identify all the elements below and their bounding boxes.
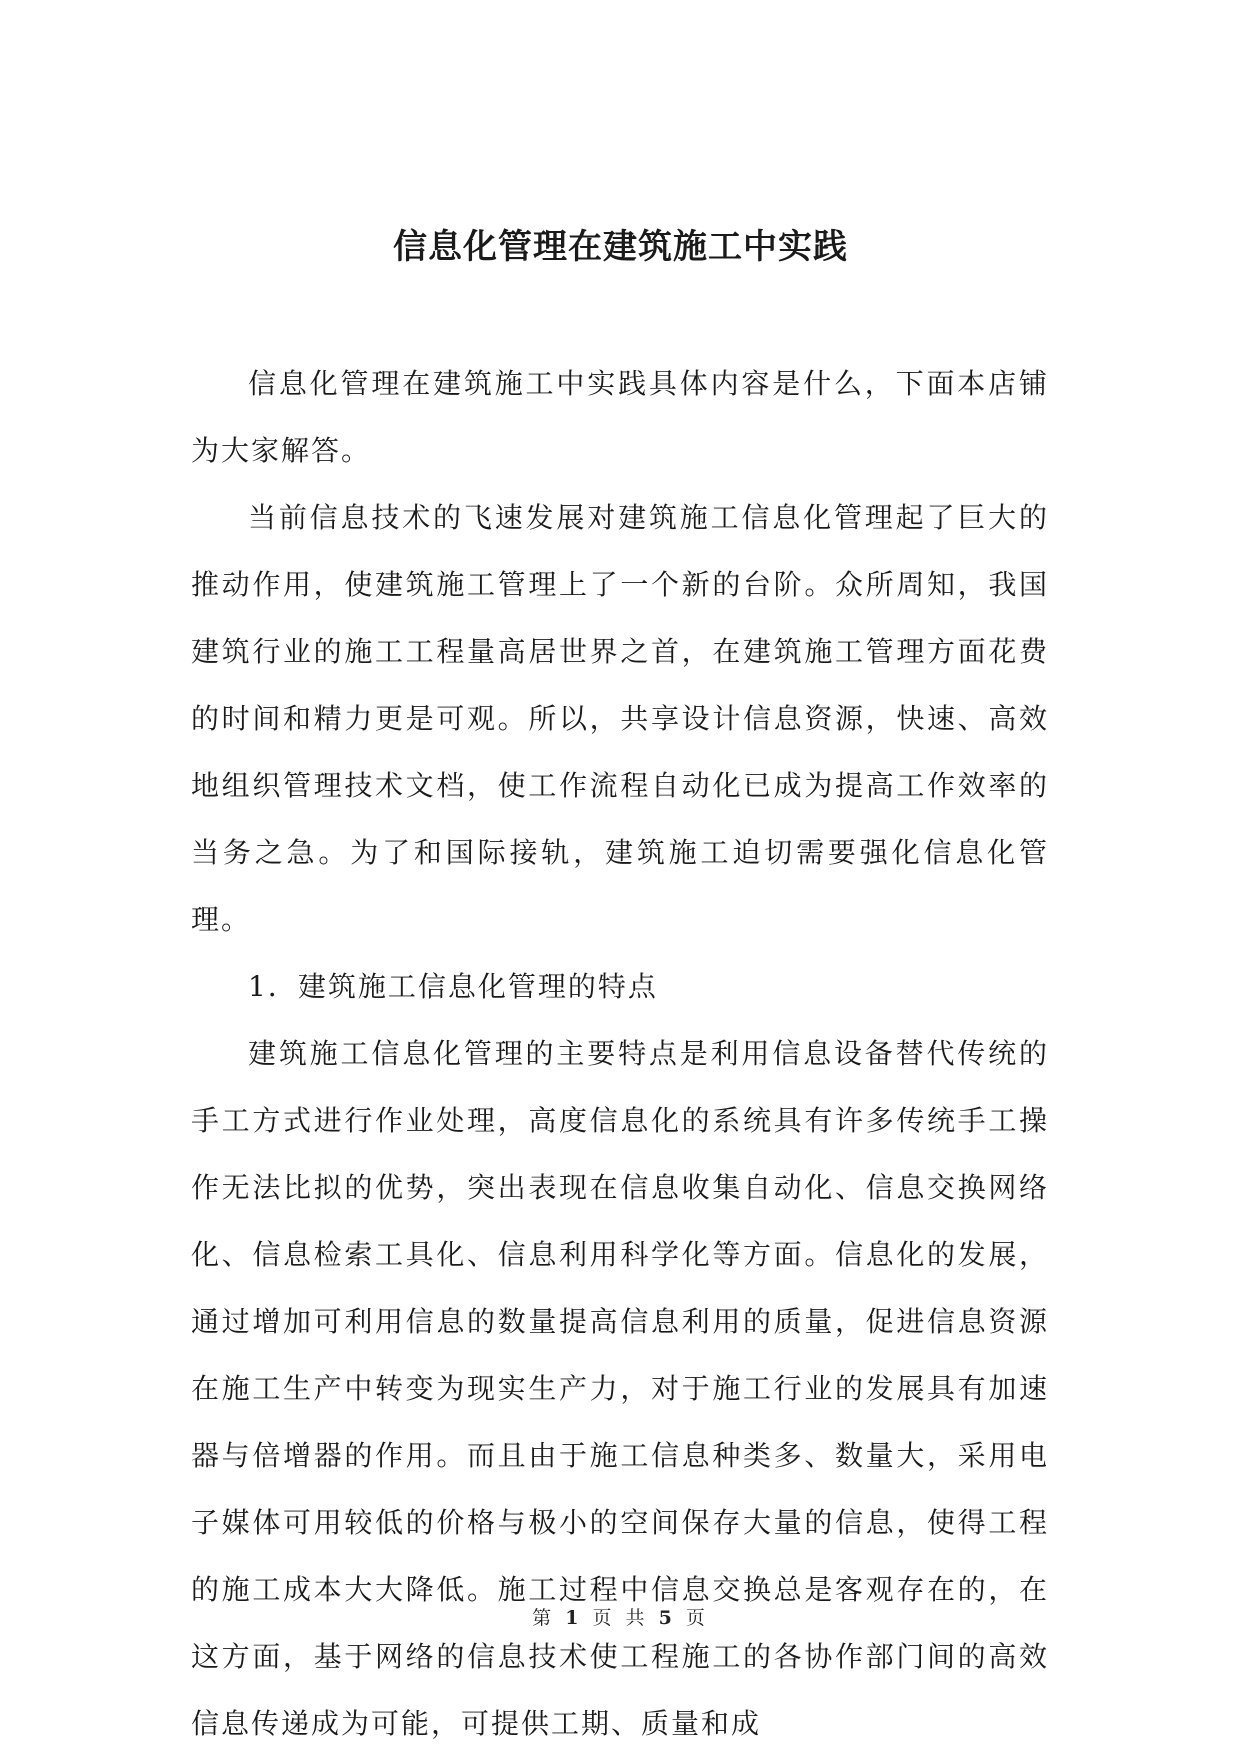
footer-current-page: 1 <box>565 1607 583 1629</box>
section-heading-1: 1．建筑施工信息化管理的特点 <box>248 970 658 1003</box>
paragraph-characteristics: 建筑施工信息化管理的主要特点是利用信息设备替代传统的手工方式进行作业处理，高度信息化的系统具有许多传统手工操作无法比拟的优势，突出表现在信息收集自动化、信息交换网络化、信息检索工具化、信息利用科学化等方面。信息化的发展，通过增加可利用信息的数量提高信息利用的质量，促进信息资源在施工生产中转变为现实生产力，对于施工行业的发展具有加速器与倍增器的作用。而且由于施工信息种类多、数量大，采用电子媒体可用较低的价格与极小的空间保存大量的信息，使得工程的施工成本大大降低。施工过程中信息交换总是客观存在的，在这方面，基于网络的信息技术使工程施工的各协作部门间的高效信息传递成为可能，可提供工期、质量和成 <box>191 1037 1049 1740</box>
paragraph-intro: 信息化管理在建筑施工中实践具体内容是什么，下面本店铺为大家解答。 <box>191 367 1049 467</box>
footer-prefix: 第 <box>532 1607 556 1629</box>
page-footer <box>0 1604 1241 1632</box>
footer-middle: 页 共 <box>592 1607 649 1629</box>
document-body <box>191 350 1049 1757</box>
paragraph-background: 当前信息技术的飞速发展对建筑施工信息化管理起了巨大的推动作用，使建筑施工管理上了一个新的台阶。众所周知，我国建筑行业的施工工程量高居世界之首，在建筑施工管理方面花费的时间和精力更是可观。所以，共享设计信息资源，快速、高效地组织管理技术文档，使工作流程自动化已成为提高工作效率的当务之急。为了和国际接轨，建筑施工迫切需要强化信息化管理。 <box>191 501 1049 936</box>
footer-suffix: 页 <box>685 1607 709 1629</box>
footer-total-pages: 5 <box>658 1607 676 1629</box>
document-title: 信息化管理在建筑施工中实践 <box>393 227 848 267</box>
